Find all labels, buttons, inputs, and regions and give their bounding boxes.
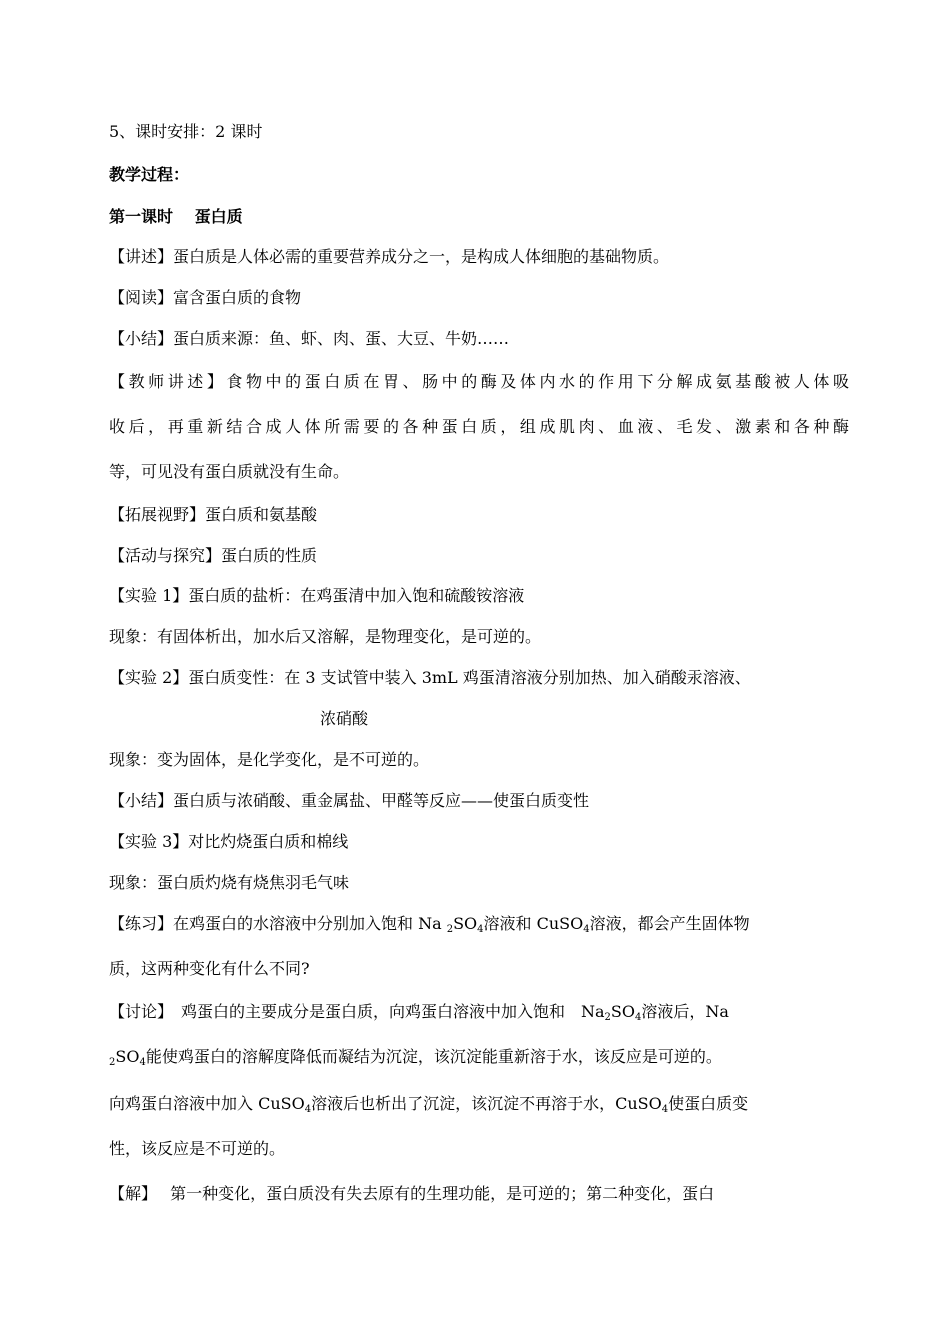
- read-paragraph: 【阅读】富含蛋白质的食物: [109, 288, 302, 307]
- exercise-line-1: 【练习】在鸡蛋白的水溶液中分别加入饱和 Na $_2SO_4$溶液和 CuSO$_4$溶液，都会产生固体物: [109, 914, 750, 935]
- discuss-line-3: 向鸡蛋白溶液中加入 CuSO$_4$溶液后也析出了沉淀，该沉淀不再溶于水，CuSO$_4$使蛋白质变: [109, 1094, 749, 1115]
- summary-denaturation: 【小结】蛋白质与浓硝酸、重金属盐、甲醛等反应——使蛋白质变性: [109, 791, 590, 810]
- activity-paragraph: 【活动与探究】蛋白质的性质: [109, 546, 318, 565]
- experiment-2-continued: 浓硝酸: [320, 709, 369, 728]
- experiment-2: 【实验 2】蛋白质变性：在 3 支试管中装入 3mL 鸡蛋清溶液分别加热、加入硝酸汞溶液、: [109, 668, 751, 687]
- narrate-paragraph: 【讲述】蛋白质是人体必需的重要营养成分之一，是构成人体细胞的基础物质。: [109, 247, 670, 266]
- discuss-line-4: 性，该反应是不可逆的。: [109, 1139, 286, 1158]
- schedule-line: 5、课时安排：2 课时: [109, 122, 263, 141]
- summary-sources: 【小结】蛋白质来源：鱼、虾、肉、蛋、大豆、牛奶……: [109, 329, 510, 348]
- teacher-narrate-line-2: 收后，再重新结合成人体所需要的各种蛋白质，组成肌肉、血液、毛发、激素和各种酶: [109, 417, 849, 436]
- experiment-1: 【实验 1】蛋白质的盐析：在鸡蛋清中加入饱和硫酸铵溶液: [109, 586, 525, 605]
- discuss-line-1: 【讨论】 鸡蛋白的主要成分是蛋白质，向鸡蛋白溶液中加入饱和 $Na_2SO_4$溶液后，Na: [109, 1002, 729, 1023]
- process-heading: 教学过程：: [109, 165, 190, 184]
- answer-line: 【解】 第一种变化，蛋白质没有失去原有的生理功能，是可逆的；第二种变化，蛋白: [109, 1184, 715, 1203]
- phenomenon-3: 现象：蛋白质灼烧有烧焦羽毛气味: [109, 873, 350, 892]
- phenomenon-1: 现象：有固体析出，加水后又溶解，是物理变化，是可逆的。: [109, 627, 542, 646]
- teacher-narrate-line-1: 【教师讲述】食物中的蛋白质在胃、肠中的酶及体内水的作用下分解成氨基酸被人体吸: [109, 372, 849, 391]
- expand-paragraph: 【拓展视野】蛋白质和氨基酸: [109, 505, 318, 524]
- exercise-line-2: 质，这两种变化有什么不同?: [109, 959, 310, 978]
- experiment-3: 【实验 3】对比灼烧蛋白质和棉线: [109, 832, 349, 851]
- discuss-line-2: $_2SO_4$能使鸡蛋白的溶解度降低而凝结为沉淀，该沉淀能重新溶于水，该反应是可逆的。: [109, 1047, 722, 1068]
- teacher-narrate-line-3: 等，可见没有蛋白质就没有生命。: [109, 462, 350, 481]
- phenomenon-2: 现象：变为固体，是化学变化，是不可逆的。: [109, 750, 430, 769]
- lesson-title: 第一课时 蛋白质: [109, 207, 243, 226]
